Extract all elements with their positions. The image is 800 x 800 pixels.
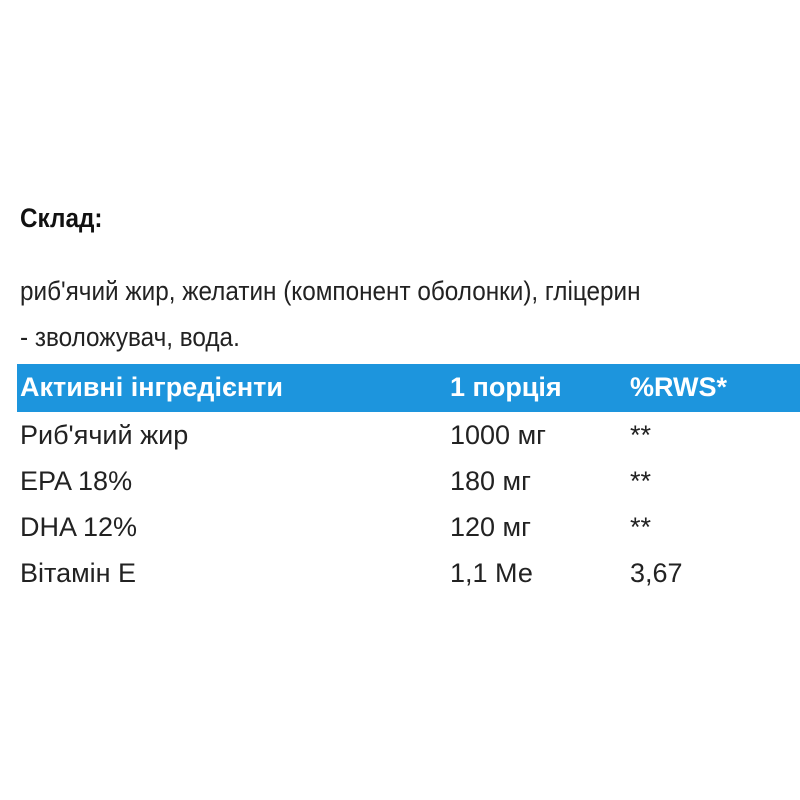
header-serving: 1 порція [450, 372, 562, 402]
ingredient-name: EPA 18% [20, 466, 133, 496]
ingredient-amount: 1000 мг [450, 420, 546, 450]
table-row [17, 550, 800, 596]
ingredient-name: DHA 12% [20, 512, 138, 542]
ingredient-rws: ** [630, 512, 652, 542]
composition-text-line-1: риб'ячий жир, желатин (компонент оболонки), гліцерин [20, 276, 641, 306]
ingredient-rws: ** [630, 466, 652, 496]
ingredient-amount: 1,1 Ме [450, 558, 533, 588]
ingredient-name: Риб'ячий жир [20, 420, 189, 450]
composition-heading: Склад: [20, 203, 103, 233]
table-header-row [17, 364, 800, 412]
table-row [17, 412, 800, 458]
header-active-ingredients: Активні інгредієнти [20, 372, 283, 402]
composition-text-line-2: - зволожувач, вода. [20, 322, 240, 352]
ingredient-rws: 3,67 [630, 558, 683, 588]
ingredient-name: Вітамін Е [20, 558, 137, 588]
ingredient-amount: 120 мг [450, 512, 531, 542]
ingredient-rws: ** [630, 420, 652, 450]
ingredients-table [17, 364, 800, 596]
table-row [17, 504, 800, 550]
header-rws: %RWS* [630, 372, 728, 402]
table-row [17, 458, 800, 504]
ingredient-amount: 180 мг [450, 466, 531, 496]
